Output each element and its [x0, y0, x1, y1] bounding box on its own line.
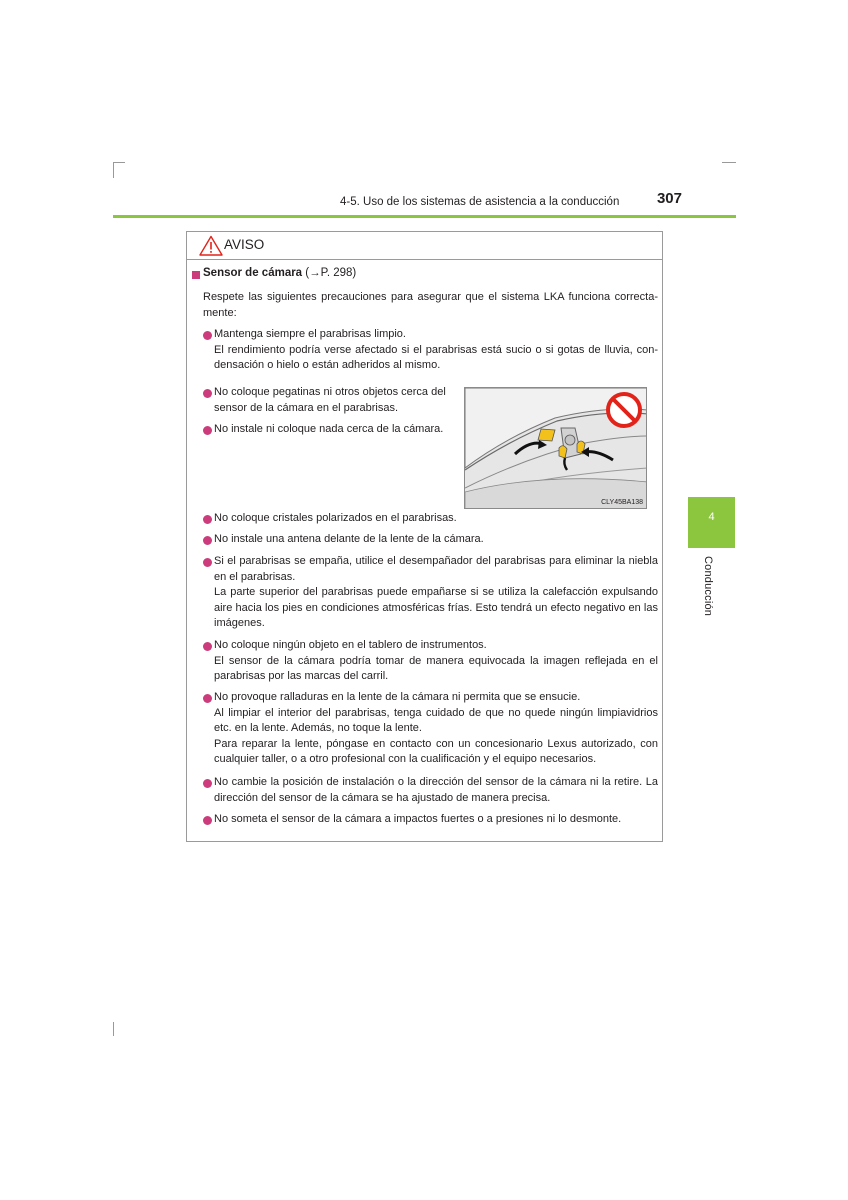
list-item-line: No cambie la posición de instalación o la dirección del sensor de la cámara ni la retire. La dirección del sensor de la cámara se ha ajustado de manera precisa. [214, 776, 658, 804]
list-item [214, 812, 658, 828]
warning-title: AVISO [224, 237, 265, 252]
bullet-icon [203, 816, 212, 825]
section-header-title: 4-5. Uso de los sistemas de asistencia a la conducción [340, 196, 620, 208]
list-item-line: No instale una antena delante de la lente de la cámara. [214, 533, 484, 545]
crop-mark [113, 162, 114, 178]
list-item-line: No coloque pegatinas ni otros objetos cerca del sensor de la cámara en el parabrisas. [214, 386, 446, 414]
crop-mark [722, 162, 736, 163]
bullet-icon [203, 558, 212, 567]
list-item-line: La parte superior del parabrisas puede empañarse si se utiliza la calefacción expulsando aire hacia los pies en condiciones atmosféricas frías. Esto tendrá un efecto negativo en las imágenes. [214, 586, 658, 630]
bullet-icon [203, 779, 212, 788]
list-item [214, 532, 658, 548]
chapter-number: 4 [708, 511, 715, 523]
crop-mark [113, 1022, 114, 1036]
list-item [214, 554, 658, 632]
windshield-camera-figure [464, 387, 647, 509]
section-intro: Respete las siguientes precauciones para asegurar que el sistema LKA funciona correcta-mente: [203, 291, 658, 319]
list-item-line: Si el parabrisas se empaña, utilice el desempañador del parabrisas para eliminar la niebla en el parabrisas. [214, 555, 658, 583]
bullet-icon [203, 426, 212, 435]
list-item-line: Para reparar la lente, póngase en contacto con un concesionario Lexus autorizado, con cualquier taller, o a otro profesional con la cualificación y el equipo necesarios. [214, 737, 658, 766]
bullet-icon [203, 642, 212, 651]
list-item-line: Al limpiar el interior del parabrisas, tenga cuidado de que no quede ningún limpiavidrios etc. en la lente. Además, no toque la lente. [214, 706, 658, 735]
list-item-line: El rendimiento podría verse afectado si el parabrisas está sucio o si gotas de lluvia, con-densación o hielo o están adheridos al mismo. [214, 343, 658, 372]
list-item-line: Mantenga siempre el parabrisas limpio. [214, 328, 406, 340]
bullet-icon [203, 515, 212, 524]
chapter-tab [688, 497, 735, 548]
page-number: 307 [656, 190, 682, 207]
list-item [214, 511, 658, 527]
list-item [214, 690, 658, 768]
list-item-line: No coloque ningún objeto en el tablero de instrumentos. [214, 639, 487, 651]
list-item-line: No instale ni coloque nada cerca de la cámara. [214, 423, 444, 435]
list-item-line: No coloque cristales polarizados en el parabrisas. [214, 512, 457, 524]
crop-mark [113, 162, 125, 163]
list-item [214, 385, 459, 416]
warning-header [187, 232, 662, 260]
list-item-line: No someta el sensor de la cámara a impactos fuertes o a presiones ni lo desmonte. [214, 813, 622, 825]
figure-code: CLY45BA138 [601, 499, 643, 506]
list-item [214, 327, 658, 374]
bullet-icon [203, 331, 212, 340]
bullet-icon [203, 694, 212, 703]
list-item-line: El sensor de la cámara podría tomar de manera equivocada la imagen reflejada en el parabrisas por las marcas del carril. [214, 654, 658, 683]
bullet-icon [203, 389, 212, 398]
section-heading-text: Sensor de cámara [203, 267, 303, 279]
chapter-label: Conducción [702, 556, 714, 617]
list-item [214, 775, 658, 806]
list-item-line: No provoque ralladuras en la lente de la cámara ni permita que se ensucie. [214, 691, 581, 703]
list-item [214, 638, 658, 685]
bullet-icon [203, 536, 212, 545]
warning-triangle-icon [199, 235, 223, 256]
section-marker-icon [192, 271, 200, 279]
section-reference: (→P. 298) [305, 267, 357, 279]
section-heading [203, 267, 356, 279]
header-rule [113, 215, 736, 218]
prohibited-icon [605, 391, 643, 429]
list-item [214, 422, 459, 438]
